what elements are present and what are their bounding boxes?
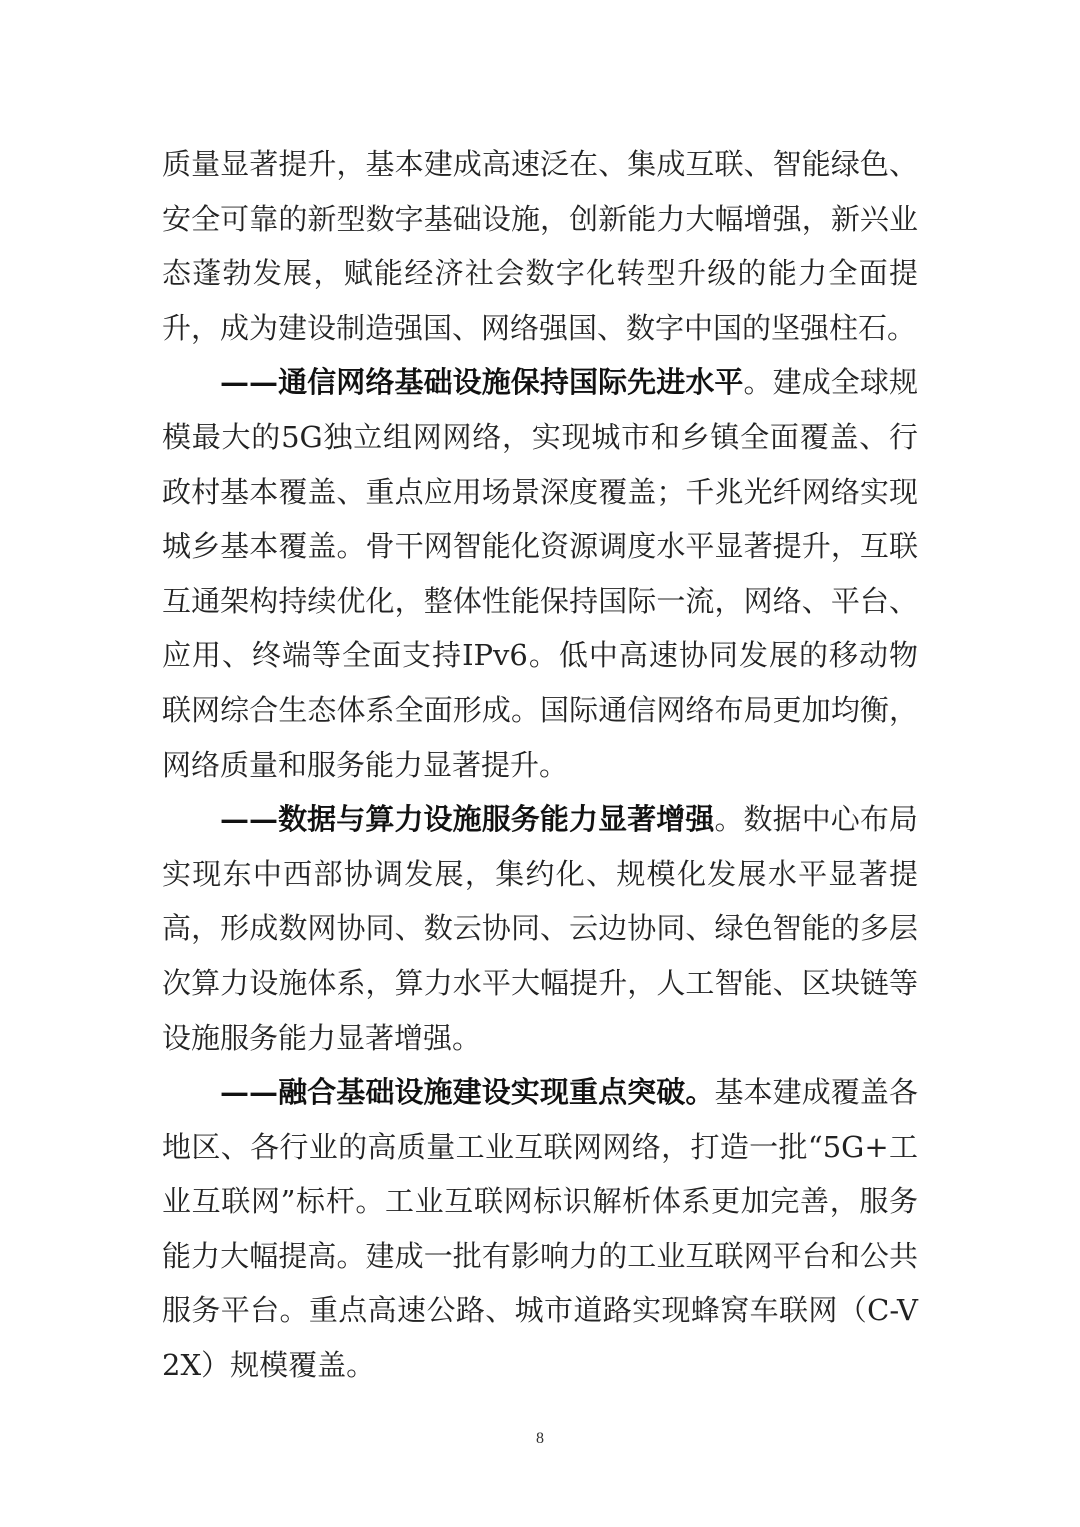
paragraph-text: 。建成全球规模最大的5G独立组网网络，实现城市和乡镇全面覆盖、行政村基本覆盖、重点应用场景深度覆盖；千兆光纤网络实现城乡基本覆盖。骨干网智能化资源调度水平显著提升，互联互通架构持续优化，整体性能保持国际一流，网络、平台、应用、终端等全面支持IPv6。低中高速协同发展的移动物联网综合生态体系全面形成。国际通信网络布局更加均衡，网络质量和服务能力显著提升。 bbox=[162, 365, 918, 782]
paragraph-data-computing bbox=[162, 792, 918, 1065]
paragraph-fusion-infrastructure bbox=[162, 1065, 918, 1393]
paragraph-communication-network bbox=[162, 355, 918, 792]
paragraph-text: 质量显著提升，基本建成高速泛在、集成互联、智能绿色、安全可靠的新型数字基础设施，创新能力大幅增强，新兴业态蓬勃发展，赋能经济社会数字化转型升级的能力全面提升，成为建设制造强国、网络强国、数字中国的坚强柱石。 bbox=[162, 147, 918, 345]
paragraph-text: 基本建成覆盖各地区、各行业的高质量工业互联网网络，打造一批“5G+工业互联网”标杆。工业互联网标识解析体系更加完善，服务能力大幅提高。建成一批有影响力的工业互联网平台和公共服务平台。重点高速公路、城市道路实现蜂窝车联网（C-V2X）规模覆盖。 bbox=[162, 1075, 918, 1383]
paragraph-heading: ——数据与算力设施服务能力显著增强 bbox=[220, 802, 715, 837]
body-text bbox=[162, 137, 918, 1393]
page-number: 8 bbox=[536, 1430, 544, 1447]
paragraph-intro bbox=[162, 137, 918, 355]
paragraph-heading: ——融合基础设施建设实现重点突破。 bbox=[220, 1075, 715, 1110]
paragraph-text: 。数据中心布局实现东中西部协调发展，集约化、规模化发展水平显著提高，形成数网协同、数云协同、云边协同、绿色智能的多层次算力设施体系，算力水平大幅提升，人工智能、区块链等设施服务能力显著增强。 bbox=[162, 802, 918, 1055]
paragraph-heading: ——通信网络基础设施保持国际先进水平 bbox=[220, 365, 744, 400]
